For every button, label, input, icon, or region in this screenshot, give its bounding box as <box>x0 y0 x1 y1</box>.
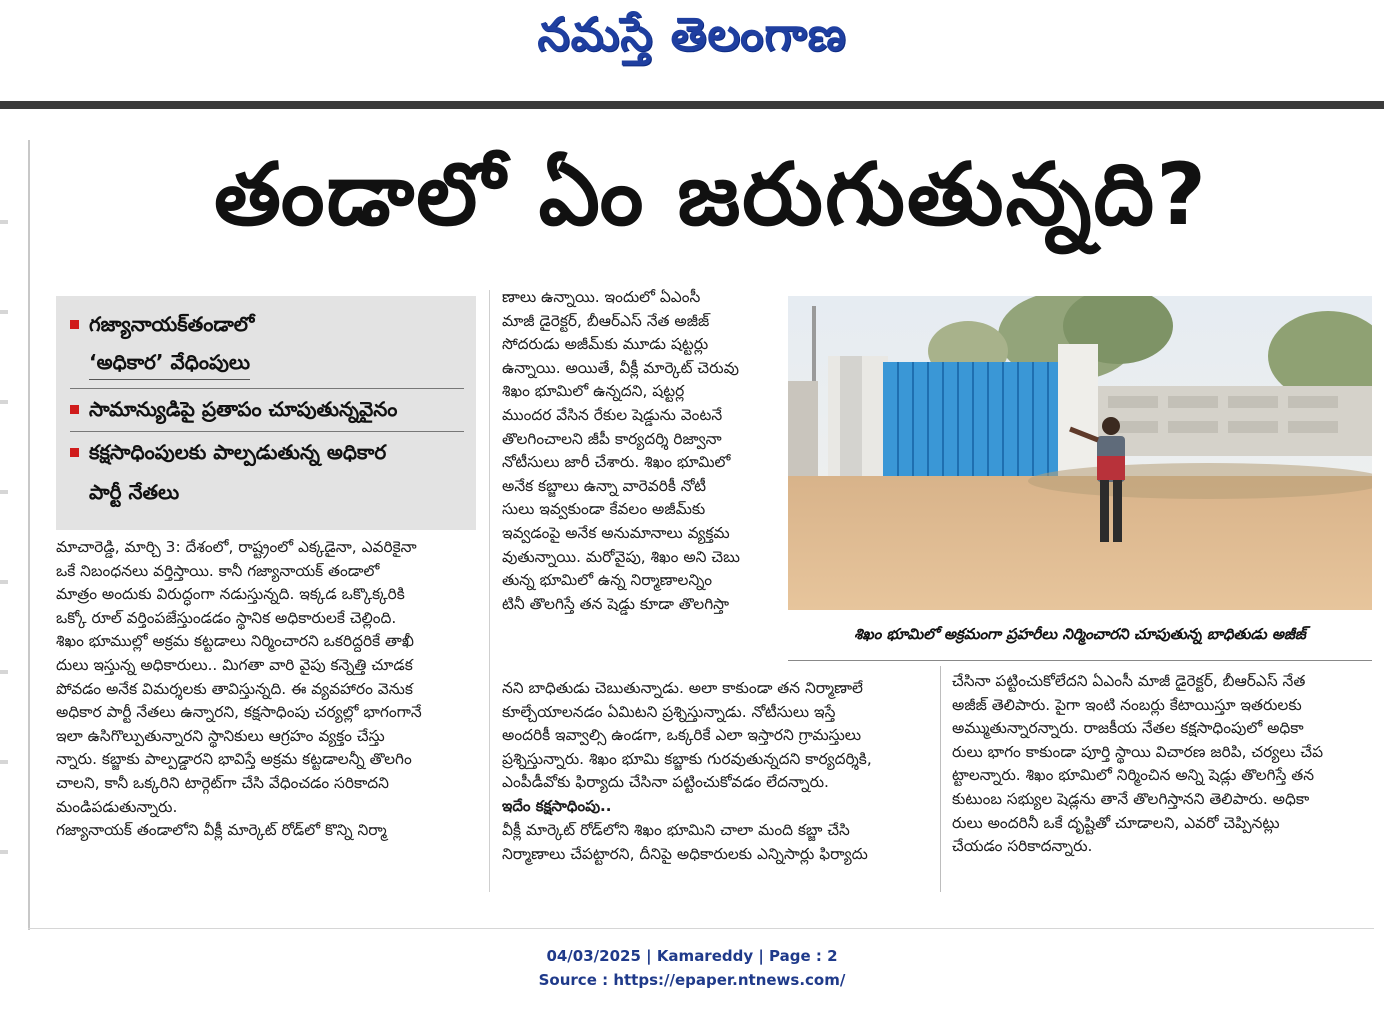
body-line: అజీజ్ తెలిపారు. పైగా ఇంటి నంబర్లు కేటాయిస్తూ ఇతరులకు <box>952 695 1302 714</box>
body-line: చేయడం సరికాదన్నారు. <box>952 837 1093 856</box>
body-line: కూల్చేయాలనడం ఏమిటని ప్రశ్నిస్తున్నాడు. నోటీసులు ఇస్తే <box>502 702 836 721</box>
body-line: సోదరుడు అజీమ్‌కు మూడు షట్టర్లు <box>502 335 709 354</box>
body-line: చేసినా పట్టించుకోలేదని ఏఎంసీ మాజీ డైరెక్టర్, బీఆర్‌ఎస్ నేత <box>952 672 1306 690</box>
bullet-square-icon <box>70 448 79 457</box>
footer-date-edition: 04/03/2025 | Kamareddy | Page : 2 <box>546 947 838 965</box>
body-line: నిర్మాణాలు చేపట్టారని, దీనిపై అధికారులకు ఎన్నిసార్లు ఫిర్యాదు <box>502 844 868 863</box>
news-photo-illustration <box>788 296 1372 610</box>
highlight-text: కక్షసాధింపులకు పాల్పడుతున్న అధికార <box>89 440 387 464</box>
body-line: ఎంపీడీవోకు ఫిర్యాదు చేసినా పట్టించుకోవడం లేదన్నారు. <box>502 773 829 792</box>
highlights-box <box>56 296 476 530</box>
highlight-item-continued <box>70 472 464 512</box>
bottom-rule <box>28 928 1374 929</box>
highlight-item <box>70 431 464 472</box>
body-line: వీక్లీ మార్కెట్ రోడ్‌లోని శిఖం భూమిని చాలా మంది కబ్జా చేసి <box>502 820 850 839</box>
section-subheading: ఇదేం కక్షసాధింపు.. <box>502 797 612 816</box>
body-line: టినీ తొలగిస్తే తన షెడ్డు కూడా తొలగిస్తా <box>502 594 730 613</box>
highlight-item <box>70 388 464 429</box>
page-footer <box>0 944 1384 992</box>
body-line: ప్రశ్నిస్తున్నారు. శిఖం భూమి కబ్జాకు గురవుతున్నదని కార్యదర్శికి, <box>502 749 872 768</box>
masthead-title: నమస్తే తెలంగాణ <box>537 7 847 61</box>
highlight-item <box>70 304 464 344</box>
body-line: సులు ఇవ్వకుండా కేవలం అజీమ్‌కు <box>502 500 706 519</box>
body-line: రులు అందరినీ ఒకే దృష్టితో చూడాలని, ఎవరో చెప్పినట్లు <box>952 813 1280 832</box>
body-line: అనేక కబ్జాలు ఉన్నా వారెవరికీ నోటీ <box>502 476 706 495</box>
body-line: పోవడం అనేక విమర్శలకు తావిస్తున్నది. ఈ వ్యవహారం వెనుక <box>56 679 413 698</box>
body-line: అధికార పార్టీ నేతలు ఉన్నారని, కక్షసాధింపు చర్యల్లో భాగంగానే <box>56 703 422 722</box>
newspaper-masthead <box>0 0 1384 80</box>
body-line: చాలని, కానీ ఒక్కరిని టార్గెట్‌గా చేసి వేధించడం సరికాదని <box>56 773 389 792</box>
body-line: ఇలా ఉసిగొల్పుతున్నారని స్థానికులు ఆగ్రహం వ్యక్తం చేస్తు <box>56 726 385 745</box>
body-line: ణాలు ఉన్నాయి. ఇందులో ఏఎంసీ <box>502 288 701 306</box>
body-line: కుటుంబ సభ్యుల షెడ్లను తానే తొలగిస్తానని తెలిపారు. అధికా <box>952 789 1310 808</box>
body-line: ఒక్కో రూల్ వర్తింపజేస్తుండడం స్థానిక అధికారులకే చెల్లింది. <box>56 608 397 627</box>
article-headline: తండాలో ఏం జరుగుతున్నది? <box>213 144 1209 245</box>
body-line: వుతున్నాయి. మరోవైపు, శిఖం అని చెబు <box>502 547 740 566</box>
body-line: అమ్ముతున్నారన్నారు. రాజకీయ నేతల కక్షసాధింపులో అధికా <box>952 719 1304 738</box>
bullet-square-icon <box>70 405 79 414</box>
body-line: ఉన్నాయి. అయితే, వీక్లీ మార్కెట్ చెరువు <box>502 358 739 377</box>
highlight-item-continued <box>70 344 464 384</box>
body-line: తున్న భూమిలో ఉన్న నిర్మాణాలన్నిం <box>502 571 713 590</box>
highlight-text: పార్టీ నేతలు <box>89 480 180 504</box>
page-margin-marks <box>0 180 8 900</box>
article-column-3 <box>952 670 1370 859</box>
body-line: ట్టాలన్నారు. శిఖం భూమిలో నిర్మించిన అన్ని షెడ్లు తొలగిస్తే తన <box>952 766 1315 785</box>
body-line: మాచారెడ్డి, మార్చి 3: దేశంలో, రాష్ట్రంలో ఎక్కడైనా, ఎవరికైనా <box>56 538 417 556</box>
article-column-2-bottom <box>502 677 930 866</box>
body-line: ఒకే నిబంధనలు వర్తిస్తాయి. కానీ గజ్యానాయక్ తండాలో <box>56 561 380 580</box>
body-line: రులు భాగం కాకుండా పూర్తి స్థాయి విచారణ జరిపి, చర్యలు చేప <box>952 742 1324 761</box>
body-line: దులు ఇస్తున్న అధికారులు.. మిగతా వారి వైపు కన్నెత్తి చూడక <box>56 655 413 674</box>
body-line: ఇవ్వడంపై అనేక అనుమానాలు వ్యక్తమ <box>502 523 730 542</box>
body-line: నోటీసులు జారీ చేశారు. శిఖం భూమిలో <box>502 453 731 472</box>
footer-source-link[interactable]: Source : https://epaper.ntnews.com/ <box>538 971 846 989</box>
highlight-text: గజ్యానాయక్‌తండాలో <box>89 312 255 336</box>
news-photo-gate <box>788 296 1372 610</box>
highlight-text: సామాన్యుడిపై ప్రతాపం చూపుతున్నవైనం <box>89 397 398 421</box>
masthead-rule <box>0 101 1384 109</box>
body-line: మండిపడుతున్నారు. <box>56 797 178 816</box>
body-line: న్నారు. కబ్జాకు పాల్పడ్డారని భావిస్తే అక్రమ కట్టడాలన్నీ తొలగిం <box>56 750 412 769</box>
article-column-1 <box>56 536 478 843</box>
body-line: మాజీ డైరెక్టర్, బీఆర్‌ఎస్ నేత అజీజ్ <box>502 311 710 330</box>
highlight-text: ‘అధికార’ వేధింపులు <box>89 349 250 380</box>
column-divider <box>489 290 490 892</box>
body-line: ముందర వేసిన రేకుల షెడ్డును వెంటనే <box>502 405 723 424</box>
bullet-square-icon <box>70 320 79 329</box>
body-line: తొలగించాలని జీపీ కార్యదర్శి రిజ్వానా <box>502 429 722 448</box>
body-line: గజ్యానాయక్ తండాలోని వీక్లీ మార్కెట్ రోడ్‌లో కొన్ని నిర్మా <box>56 821 387 840</box>
body-line: మాత్రం అందుకు విరుద్ధంగా నడుస్తున్నది. ఇక్కడ ఒక్కొక్కరికి <box>56 585 405 604</box>
column-margin-line <box>28 140 30 930</box>
body-line: శిఖం భూముల్లో అక్రమ కట్టడాలు నిర్మించారని ఒకరిద్దరికే తాఖీ <box>56 632 414 651</box>
photo-caption: శిఖం భూమిలో అక్రమంగా ప్రహరీలు నిర్మించారని చూపుతున్న బాధితుడు అజీజ్ <box>788 612 1372 661</box>
body-line: శిఖం భూమిలో ఉన్నదని, షట్టర్ల <box>502 382 685 401</box>
body-line: నని బాధితుడు చెబుతున్నాడు. అలా కాకుండా తన నిర్మాణాలే <box>502 679 863 697</box>
column-divider <box>940 666 941 892</box>
body-line: అందరికీ ఇవ్వాల్సి ఉండగా, ఒక్కరికే ఎలా ఇస్తారని గ్రామస్తులు <box>502 726 862 745</box>
